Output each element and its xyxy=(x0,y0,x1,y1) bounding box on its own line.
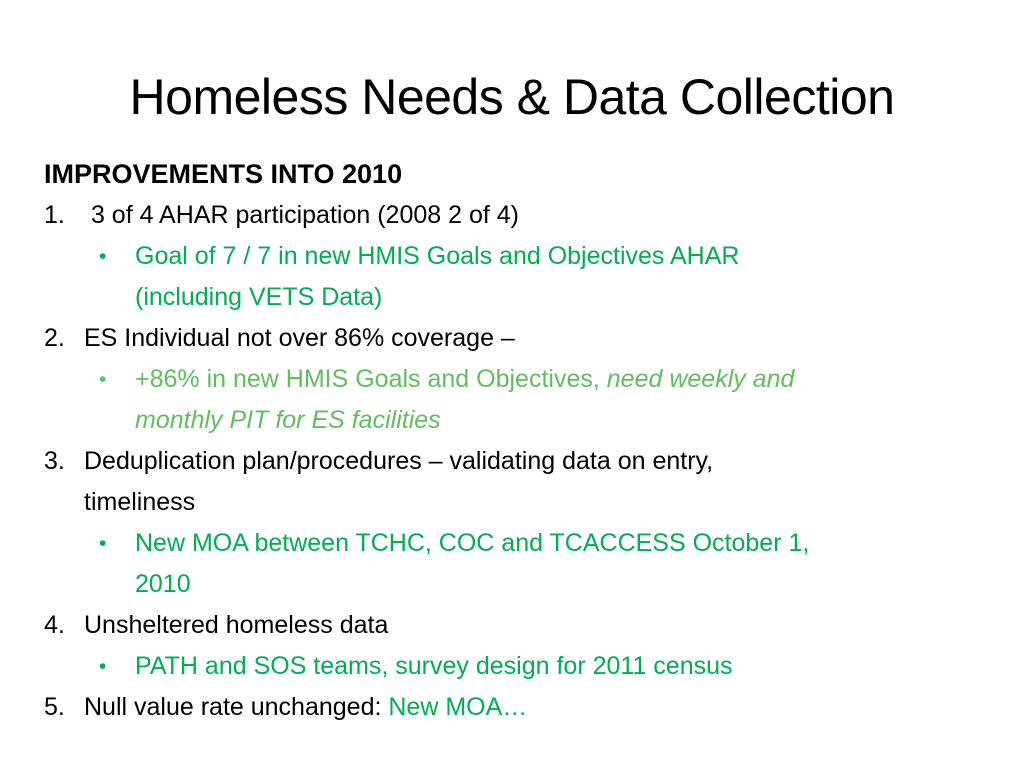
sub-bullet-continuation: 2010 xyxy=(135,570,191,598)
list-item-green-text: New MOA… xyxy=(388,693,528,721)
list-number: 1. xyxy=(44,201,65,229)
bullet-icon: • xyxy=(99,368,107,391)
bullet-icon: • xyxy=(99,655,107,678)
sub-bullet-text: Goal of 7 / 7 in new HMIS Goals and Objectives AHAR xyxy=(135,242,740,270)
list-item-3 xyxy=(44,441,994,482)
list-number: 3. xyxy=(44,447,65,475)
bullet-icon: • xyxy=(99,532,107,555)
list-item-1 xyxy=(44,195,994,236)
slide-title: Homeless Needs & Data Collection xyxy=(129,69,895,125)
list-item-plain-text: Null value rate unchanged: xyxy=(84,693,389,721)
list-number: 2. xyxy=(44,324,65,352)
sub-bullet-plain-text: +86% in new HMIS Goals and Objectives, xyxy=(135,365,607,393)
bullet-icon: • xyxy=(99,245,107,268)
sub-bullet-text: PATH and SOS teams, survey design for 2011 census xyxy=(135,652,733,680)
sub-bullet-continuation: (including VETS Data) xyxy=(135,283,383,311)
sub-bullet-text: New MOA between TCHC, COC and TCACCESS October 1, xyxy=(135,529,810,557)
sub-bullet-continuation: monthly PIT for ES facilities xyxy=(135,406,441,434)
sub-bullet-3 xyxy=(44,523,994,564)
list-item-continuation: timeliness xyxy=(84,488,196,516)
sub-bullet-4 xyxy=(44,646,994,687)
sub-bullet-2 xyxy=(44,359,994,400)
list-item-text: Deduplication plan/procedures – validating data on entry, xyxy=(84,447,714,475)
slide-content xyxy=(44,154,994,728)
list-item-5 xyxy=(44,687,994,728)
list-item-text: 3 of 4 AHAR participation (2008 2 of 4) xyxy=(84,201,519,229)
sub-bullet-text xyxy=(135,359,794,400)
list-item-text: Unsheltered homeless data xyxy=(84,611,389,639)
list-item-text: ES Individual not over 86% coverage – xyxy=(84,324,515,352)
sub-bullet-1 xyxy=(44,236,994,277)
list-item-2 xyxy=(44,318,994,359)
list-number: 5. xyxy=(44,693,65,721)
list-item-4 xyxy=(44,605,994,646)
sub-bullet-italic-text: need weekly and xyxy=(606,365,795,393)
list-item-text xyxy=(84,687,527,728)
list-number: 4. xyxy=(44,611,65,639)
section-heading: IMPROVEMENTS INTO 2010 xyxy=(44,159,403,189)
